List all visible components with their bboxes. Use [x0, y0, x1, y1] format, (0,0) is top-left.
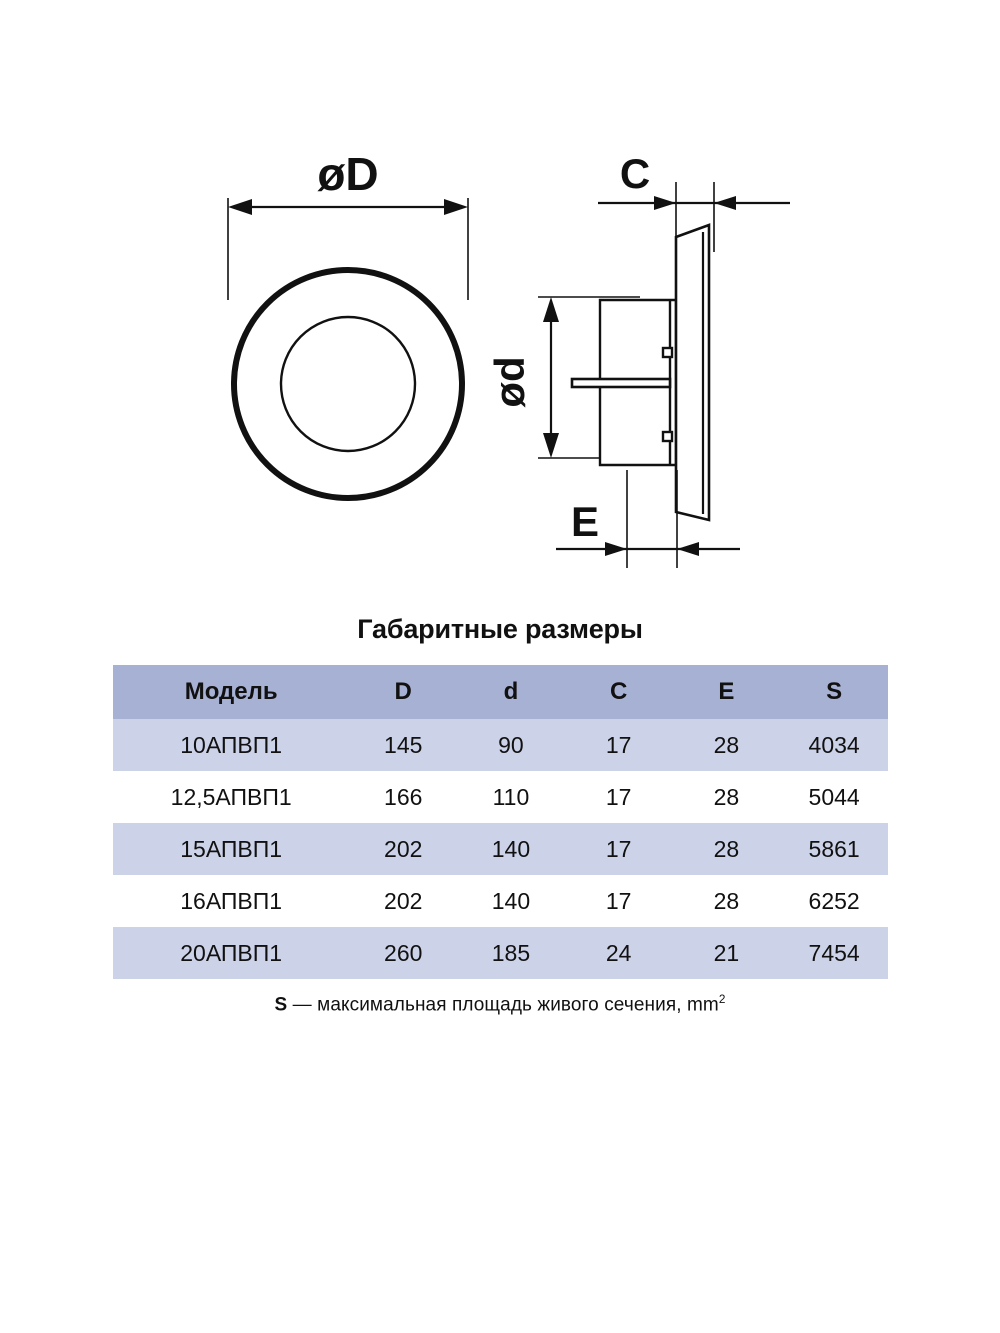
center-spindle: [572, 379, 670, 387]
outer-circle: [234, 270, 462, 498]
cell-D: 166: [349, 771, 457, 823]
arrowhead-d-bottom: [543, 433, 559, 458]
cell-model: 16АПВП1: [113, 875, 349, 927]
cell-d: 110: [457, 771, 565, 823]
front-view-group: [228, 198, 468, 498]
label-C: C: [619, 150, 651, 197]
cell-D: 145: [349, 719, 457, 771]
label-E: E: [570, 498, 600, 545]
arrowhead-right-D: [444, 199, 468, 215]
section-title: Габаритные размеры: [357, 614, 643, 644]
dimensions-section: [0, 600, 1000, 1016]
cell-d: 140: [457, 875, 565, 927]
column-header-S: S: [780, 665, 888, 719]
cell-D: 202: [349, 875, 457, 927]
footnote-superscript: 2: [718, 993, 726, 1006]
mounting-notch-bottom: [663, 432, 672, 441]
cell-S: 7454: [780, 927, 888, 979]
cell-C: 17: [565, 823, 673, 875]
cell-S: 5044: [780, 771, 888, 823]
label-diameter-D: øD: [317, 148, 379, 200]
column-header-C: C: [565, 665, 673, 719]
mounting-notch-top: [663, 348, 672, 357]
table-footnote: [0, 993, 1000, 1016]
cell-D: 202: [349, 823, 457, 875]
cell-C: 24: [565, 927, 673, 979]
cell-E: 28: [673, 771, 781, 823]
table-row: [113, 823, 888, 875]
cell-C: 17: [565, 719, 673, 771]
table-row: [113, 771, 888, 823]
cell-d: 185: [457, 927, 565, 979]
cell-S: 5861: [780, 823, 888, 875]
inner-circle: [281, 317, 415, 451]
column-header-D: D: [349, 665, 457, 719]
cell-C: 17: [565, 875, 673, 927]
technical-drawing: [0, 0, 1000, 600]
table-row: [113, 875, 888, 927]
cell-E: 28: [673, 875, 781, 927]
cell-S: 6252: [780, 875, 888, 927]
footnote-symbol: S: [274, 994, 288, 1016]
cell-E: 28: [673, 719, 781, 771]
label-diameter-d: ød: [486, 356, 533, 408]
cell-model: 20АПВП1: [113, 927, 349, 979]
arrowhead-E-right: [677, 542, 699, 556]
table-row: [113, 927, 888, 979]
cell-d: 90: [457, 719, 565, 771]
arrowhead-C-right: [714, 196, 736, 210]
cell-model: 12,5АПВП1: [113, 771, 349, 823]
cell-E: 28: [673, 823, 781, 875]
column-header-model: Модель: [113, 665, 349, 719]
cell-d: 140: [457, 823, 565, 875]
cell-C: 17: [565, 771, 673, 823]
arrowhead-E-left: [605, 542, 627, 556]
cell-model: 15АПВП1: [113, 823, 349, 875]
footnote-text: — максимальная площадь живого сечения, mm: [287, 994, 719, 1016]
cell-model: 10АПВП1: [113, 719, 349, 771]
arrowhead-d-top: [543, 297, 559, 322]
arrowhead-C-left: [654, 196, 676, 210]
table-header-row: [113, 665, 888, 719]
cell-D: 260: [349, 927, 457, 979]
table-row: [113, 719, 888, 771]
cell-E: 21: [673, 927, 781, 979]
arrowhead-left-D: [228, 199, 252, 215]
column-header-d: d: [457, 665, 565, 719]
cell-S: 4034: [780, 719, 888, 771]
column-header-E: E: [673, 665, 781, 719]
dimensions-table: [113, 665, 888, 979]
